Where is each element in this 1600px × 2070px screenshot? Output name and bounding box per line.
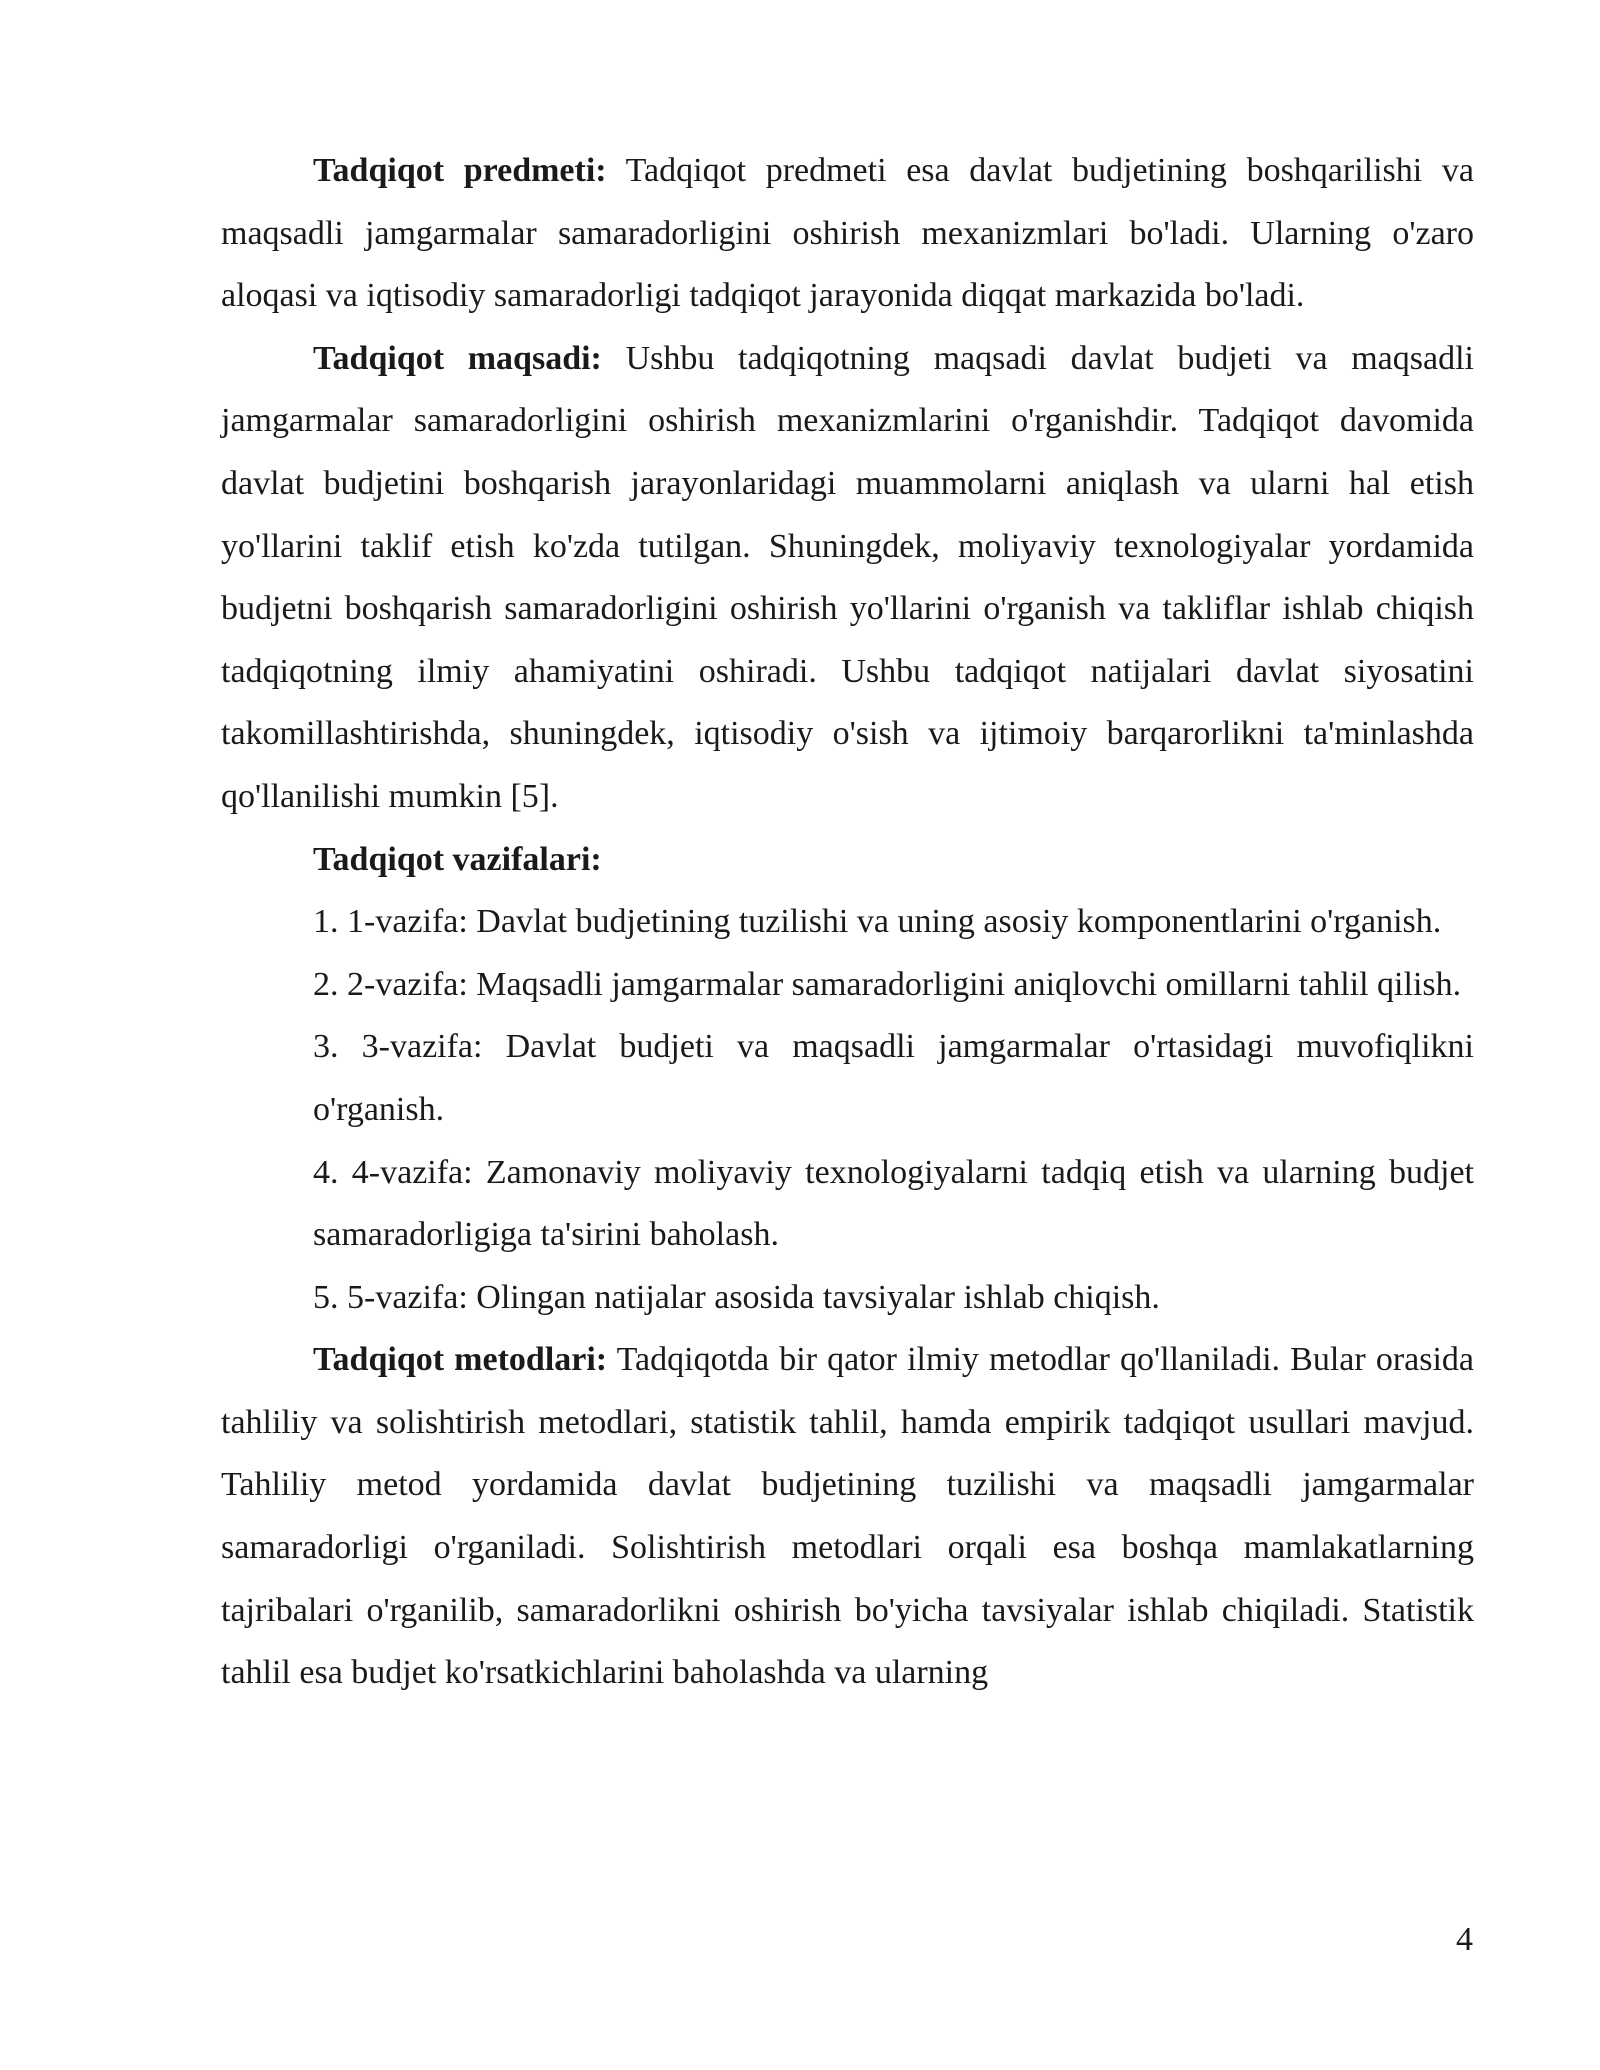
list-item: 2. 2-vazifa: Maqsadli jamgarmalar samaradorligini aniqlovchi omillarni tahlil qilish. xyxy=(313,965,1462,1003)
paragraph-metodlari xyxy=(221,1329,1474,1705)
list-item: 5. 5-vazifa: Olingan natijalar asosida tavsiyalar ishlab chiqish. xyxy=(313,1278,1160,1316)
paragraph-maqsadi xyxy=(221,328,1474,829)
heading-metodlari: Tadqiqot metodlari: xyxy=(313,1341,608,1379)
paragraph-predmeti xyxy=(221,140,1474,328)
text-metodlari: Tadqiqotda bir qator ilmiy metodlar qo'llaniladi. Bular orasida tahliliy va solishtirish metodlari, statistik tahlil, hamda empirik tadqiqot usullari mavjud. Tahliliy metod yordamida davlat budjetining tuzilishi va maqsadli jamgarmalar samaradorligi o'rganiladi. Solishtirish metodlari orqali esa boshqa mamlakatlarning tajribalari o'rganilib, samaradorlikni oshirish bo'yicha tavsiyalar ishlab chiqiladi. Statistik tahlil esa budjet ko'rsatkichlarini baholashda va ularning xyxy=(221,1341,1474,1692)
page-number: 4 xyxy=(1456,1921,1473,1958)
heading-maqsadi: Tadqiqot maqsadi: xyxy=(313,339,602,377)
page-body xyxy=(221,140,1474,1705)
heading-predmeti: Tadqiqot predmeti: xyxy=(313,152,607,189)
list-item: 3. 3-vazifa: Davlat budjeti va maqsadli jamgarmalar o'rtasidagi muvofiqlikni o'rganish. xyxy=(313,1028,1474,1128)
heading-vazifalari: Tadqiqot vazifalari: xyxy=(313,840,602,878)
paragraph-vazifalari xyxy=(221,829,1474,892)
text-predmeti: Tadqiqot predmeti esa davlat budjetining boshqarilishi va maqsadli jamgarmalar samaradorligini oshirish mexanizmlari bo'ladi. Ularning o'zaro aloqasi va iqtisodiy samaradorligi tadqiqot jarayonida diqqat markazida bo'ladi. xyxy=(221,152,1474,315)
list-item: 4. 4-vazifa: Zamonaviy moliyaviy texnologiyalarni tadqiq etish va ularning budjet samaradorligiga ta'sirini baholash. xyxy=(313,1153,1474,1254)
list-item: 1. 1-vazifa: Davlat budjetining tuzilishi va uning asosiy komponentlarini o'rganish. xyxy=(313,903,1442,941)
text-maqsadi: Ushbu tadqiqotning maqsadi davlat budjeti va maqsadli jamgarmalar samaradorligini oshirish mexanizmlarini o'rganishdir. Tadqiqot davomida davlat budjetini boshqarish jarayonlaridagi muammolarni aniqlash va ularni hal etish yo'llarini taklif etish ko'zda tutilgan. Shuningdek, moliyaviy texnologiyalar yordamida budjetni boshqarish samaradorligini oshirish yo'llarini o'rganish va takliflar ishlab chiqish tadqiqotning ilmiy ahamiyatini oshiradi. Ushbu tadqiqot natijalari davlat siyosatini takomillashtirishda, shuningdek, iqtisodiy o'sish va ijtimoiy barqarorlikni ta'minlashda qo'llanilishi mumkin [5]. xyxy=(221,339,1474,815)
